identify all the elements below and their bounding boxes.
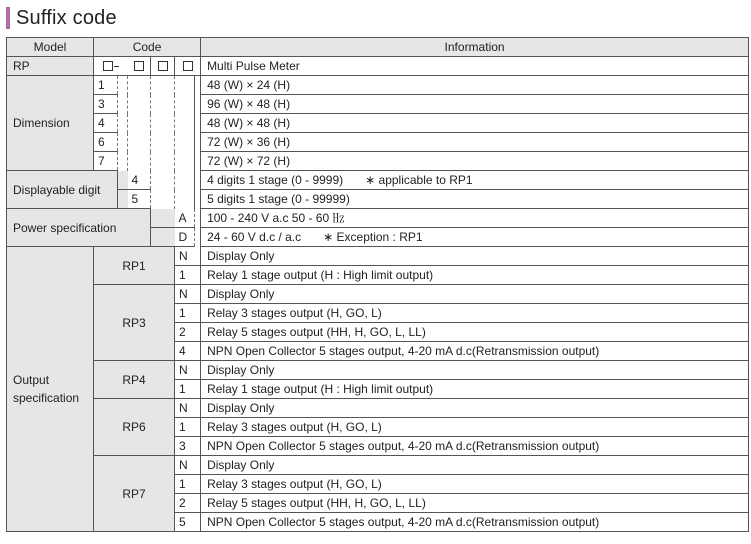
title-accent-bar bbox=[6, 7, 10, 29]
info-text: 100 - 240 V a.c 50 - 60 ㎐ bbox=[207, 211, 345, 225]
digit-row bbox=[7, 190, 749, 209]
code-box-icon bbox=[103, 61, 113, 71]
power-code: D bbox=[175, 228, 195, 247]
code-spacer bbox=[128, 114, 151, 133]
output-code: 4 bbox=[175, 342, 201, 361]
page-title-wrap bbox=[6, 4, 117, 32]
code-spacer bbox=[175, 171, 195, 190]
info-text: Relay 3 stages output (H, GO, L) bbox=[207, 306, 382, 320]
output-code: 2 bbox=[175, 494, 201, 513]
info-text: NPN Open Collector 5 stages output, 4-20 mA d.c(Retransmission output) bbox=[207, 515, 600, 529]
code-spacer bbox=[118, 171, 128, 190]
output-code: 1 bbox=[175, 475, 201, 494]
code-spacer bbox=[175, 95, 195, 114]
dimension-label: Dimension bbox=[7, 76, 94, 171]
output-row bbox=[7, 399, 749, 418]
output-code: N bbox=[175, 285, 201, 304]
info-cell bbox=[201, 304, 749, 323]
info-cell bbox=[201, 456, 749, 475]
digit-code: 5 bbox=[128, 190, 151, 209]
dimension-code: 1 bbox=[94, 76, 118, 95]
info-rp bbox=[201, 57, 749, 76]
output-code: N bbox=[175, 247, 201, 266]
output-label-line2: specification bbox=[13, 391, 80, 405]
info-cell bbox=[201, 95, 749, 114]
power-code: A bbox=[175, 209, 195, 228]
page-title: Suffix code bbox=[16, 6, 117, 29]
output-row bbox=[7, 361, 749, 380]
output-row bbox=[7, 285, 749, 304]
info-cell bbox=[201, 342, 749, 361]
info-text: NPN Open Collector 5 stages output, 4-20 mA d.c(Retransmission output) bbox=[207, 439, 600, 453]
suffix-code-table bbox=[6, 37, 749, 532]
code-spacer bbox=[128, 152, 151, 171]
info-cell bbox=[201, 209, 749, 228]
dimension-code: 7 bbox=[94, 152, 118, 171]
info-cell bbox=[201, 190, 749, 209]
info-text: 48 (W) × 24 (H) bbox=[207, 78, 291, 92]
output-code: N bbox=[175, 361, 201, 380]
info-text: 72 (W) × 72 (H) bbox=[207, 154, 291, 168]
output-label bbox=[7, 247, 94, 532]
info-text: Relay 1 stage output (H : High limit output) bbox=[207, 268, 434, 282]
code-spacer bbox=[151, 171, 175, 190]
code-spacer bbox=[118, 152, 128, 171]
code-box-icon bbox=[158, 61, 168, 71]
header-code: Code bbox=[94, 38, 201, 57]
info-cell bbox=[201, 114, 749, 133]
info-cell bbox=[201, 285, 749, 304]
output-model: RP1 bbox=[94, 247, 175, 285]
info-cell bbox=[201, 494, 749, 513]
code-spacer bbox=[151, 190, 175, 209]
code-spacer bbox=[118, 76, 128, 95]
info-text: Display Only bbox=[207, 287, 275, 301]
code-box-icon bbox=[183, 61, 193, 71]
code-spacer bbox=[118, 114, 128, 133]
code-spacer bbox=[175, 133, 195, 152]
info-cell bbox=[201, 323, 749, 342]
info-cell bbox=[201, 361, 749, 380]
output-row bbox=[7, 456, 749, 475]
info-cell bbox=[201, 418, 749, 437]
info-text: Relay 5 stages output (HH, H, GO, L, LL) bbox=[207, 325, 426, 339]
header-row bbox=[7, 38, 749, 57]
model-row-rp bbox=[7, 57, 749, 76]
code-spacer bbox=[128, 76, 151, 95]
output-model: RP3 bbox=[94, 285, 175, 361]
info-cell bbox=[201, 475, 749, 494]
code-box-4 bbox=[175, 57, 201, 76]
info-cell bbox=[201, 266, 749, 285]
info-text: 48 (W) × 48 (H) bbox=[207, 116, 291, 130]
info-text: 5 digits 1 stage (0 - 99999) bbox=[207, 192, 350, 206]
code-spacer bbox=[151, 76, 175, 95]
output-code: 5 bbox=[175, 513, 201, 532]
output-code: 1 bbox=[175, 418, 201, 437]
info-cell bbox=[201, 513, 749, 532]
code-spacer bbox=[151, 152, 175, 171]
dimension-row bbox=[7, 95, 749, 114]
code-spacer bbox=[175, 76, 195, 95]
dimension-code: 4 bbox=[94, 114, 118, 133]
code-dash bbox=[114, 66, 119, 67]
output-model: RP7 bbox=[94, 456, 175, 532]
info-text: 96 (W) × 48 (H) bbox=[207, 97, 291, 111]
code-spacer bbox=[175, 152, 195, 171]
output-code: N bbox=[175, 399, 201, 418]
info-cell bbox=[201, 76, 749, 95]
dimension-row bbox=[7, 114, 749, 133]
output-code: 1 bbox=[175, 304, 201, 323]
digit-row bbox=[7, 171, 749, 190]
dimension-row bbox=[7, 152, 749, 171]
digit-label: Displayable digit bbox=[7, 171, 118, 209]
output-row bbox=[7, 247, 749, 266]
code-spacer bbox=[128, 133, 151, 152]
info-text: Relay 5 stages output (HH, H, GO, L, LL) bbox=[207, 496, 426, 510]
power-label: Power specification bbox=[7, 209, 151, 247]
dimension-row bbox=[7, 76, 749, 95]
info-cell bbox=[201, 171, 749, 190]
code-spacer bbox=[175, 190, 195, 209]
dimension-code: 3 bbox=[94, 95, 118, 114]
code-box-1 bbox=[94, 57, 128, 76]
code-spacer bbox=[128, 95, 151, 114]
info-text: Multi Pulse Meter bbox=[207, 59, 300, 73]
info-note: ∗ Exception : RP1 bbox=[323, 230, 423, 244]
code-spacer bbox=[175, 114, 195, 133]
info-text: Relay 3 stages output (H, GO, L) bbox=[207, 477, 382, 491]
code-spacer bbox=[118, 95, 128, 114]
code-spacer bbox=[151, 114, 175, 133]
output-code: 1 bbox=[175, 266, 201, 285]
info-note: ∗ applicable to RP1 bbox=[365, 173, 473, 187]
digit-code: 4 bbox=[128, 171, 151, 190]
output-model: RP4 bbox=[94, 361, 175, 399]
info-text: Display Only bbox=[207, 401, 275, 415]
code-spacer bbox=[118, 190, 128, 209]
output-code: N bbox=[175, 456, 201, 475]
output-code: 2 bbox=[175, 323, 201, 342]
header-model: Model bbox=[7, 38, 94, 57]
info-cell bbox=[201, 247, 749, 266]
info-text: NPN Open Collector 5 stages output, 4-20 mA d.c(Retransmission output) bbox=[207, 344, 600, 358]
info-text: Relay 1 stage output (H : High limit output) bbox=[207, 382, 434, 396]
info-text: 4 digits 1 stage (0 - 9999) bbox=[207, 173, 344, 187]
info-text: Display Only bbox=[207, 458, 275, 472]
dimension-row bbox=[7, 133, 749, 152]
info-text: Display Only bbox=[207, 363, 275, 377]
power-row bbox=[7, 209, 749, 228]
info-text: Display Only bbox=[207, 249, 275, 263]
output-model: RP6 bbox=[94, 399, 175, 456]
info-cell bbox=[201, 399, 749, 418]
output-code: 3 bbox=[175, 437, 201, 456]
code-spacer bbox=[151, 228, 175, 247]
code-box-2 bbox=[128, 57, 151, 76]
info-cell bbox=[201, 133, 749, 152]
model-rp: RP bbox=[7, 57, 94, 76]
header-information: Information bbox=[201, 38, 749, 57]
info-text: Relay 3 stages output (H, GO, L) bbox=[207, 420, 382, 434]
code-spacer bbox=[151, 209, 175, 228]
info-cell bbox=[201, 380, 749, 399]
output-label-line1: Output bbox=[13, 373, 50, 387]
dimension-code: 6 bbox=[94, 133, 118, 152]
info-cell bbox=[201, 228, 749, 247]
info-cell bbox=[201, 437, 749, 456]
code-box-icon bbox=[134, 61, 144, 71]
code-spacer bbox=[151, 95, 175, 114]
code-spacer bbox=[118, 133, 128, 152]
info-cell bbox=[201, 152, 749, 171]
info-text: 72 (W) × 36 (H) bbox=[207, 135, 291, 149]
output-code: 1 bbox=[175, 380, 201, 399]
code-box-3 bbox=[151, 57, 175, 76]
code-spacer bbox=[151, 133, 175, 152]
info-text: 24 - 60 V d.c / a.c bbox=[207, 230, 302, 244]
